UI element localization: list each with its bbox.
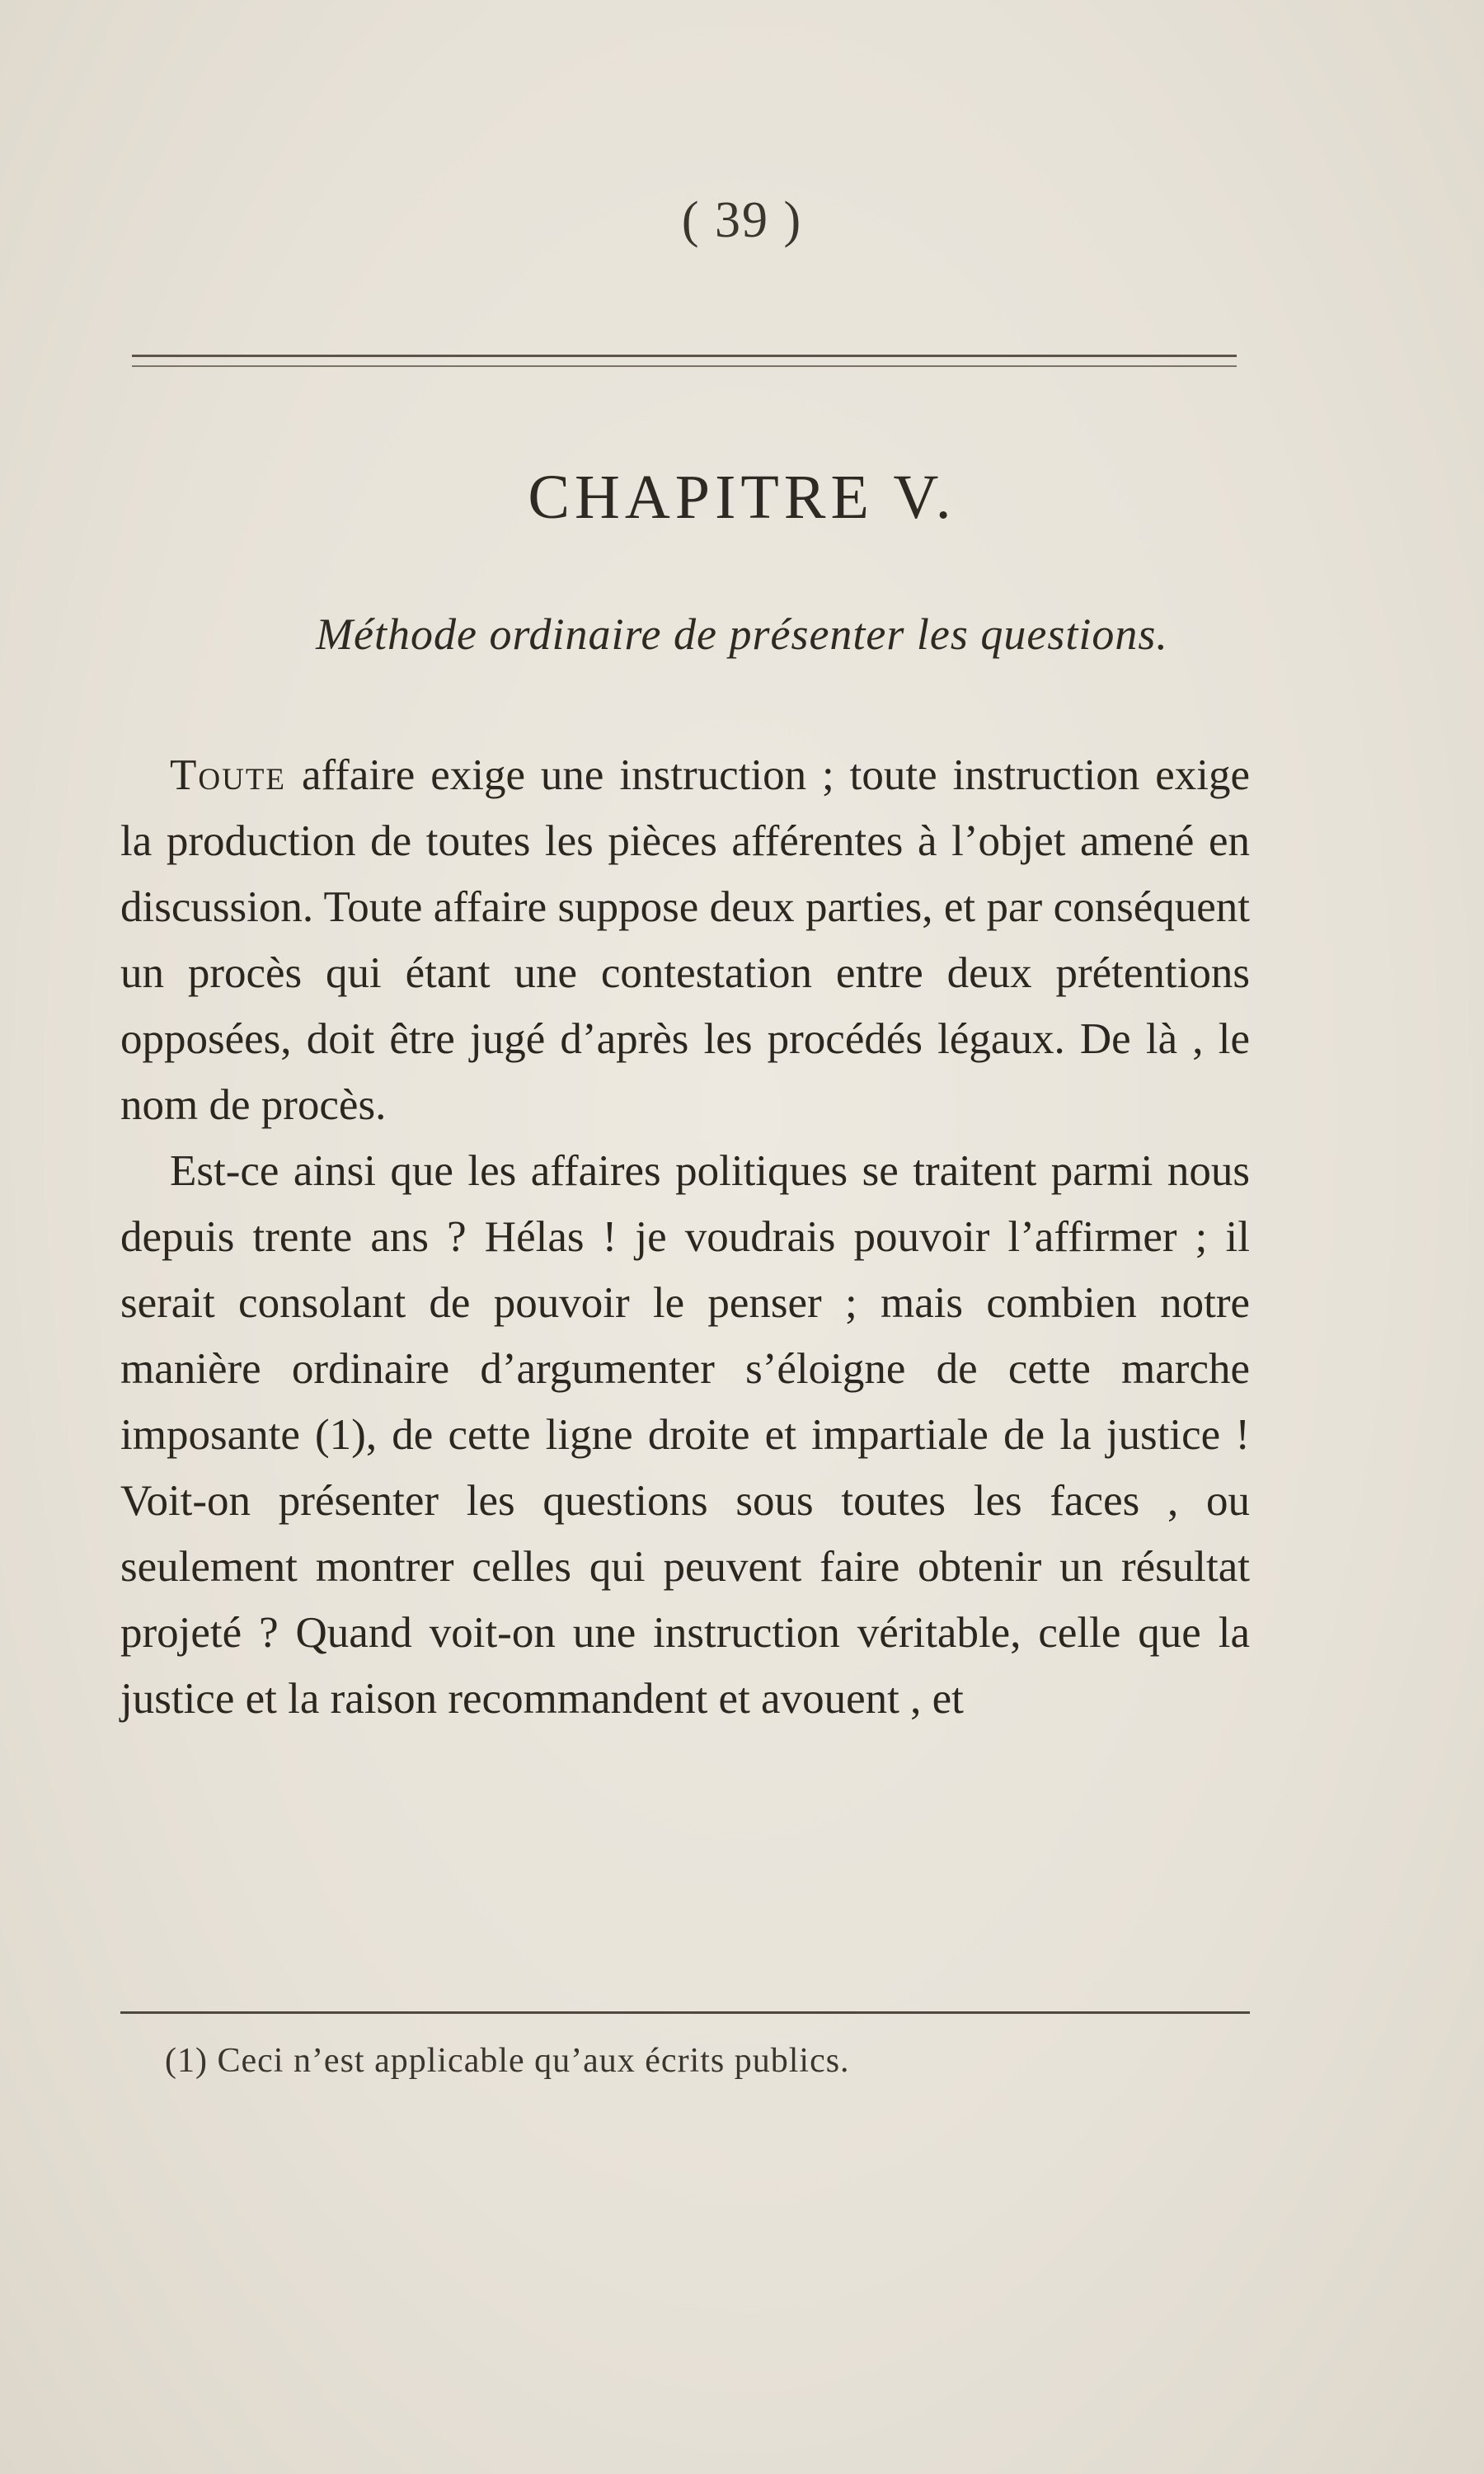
chapter-title: CHAPITRE V. xyxy=(528,463,956,532)
paragraph-text: Est-ce ainsi que les affaires politiques se traitent parmi nous depuis trente ans ? Hélas ! je voudrais pouvoir l’affirmer ; il serait consolant de pouvoir le penser ; mais combien notre manière ordinaire d’argumenter s’éloigne de cette marche imposante (1), de cette ligne droite et impartiale de la justice ! Voit-on présenter les questions sous toutes les faces , ou seulement montrer celles qui peuvent faire obtenir un résultat projeté ? Quand voit-on une instruction véritable, celle que la justice et la raison recommandent et avouent , et xyxy=(120,1147,1250,1723)
paragraph-text: affaire exige une instruction ; toute instruction exige la production de toutes les pièces afférentes à l’objet amené en discussion. Toute affaire suppose deux parties, et par conséquent un procès qui étant une contestation entre deux prétentions opposées, doit être jugé d’après les procédés légaux. De là , le nom de procès. xyxy=(120,751,1250,1129)
footnote-rule xyxy=(120,2011,1250,2014)
chapter-subtitle: Méthode ordinaire de présenter les questions. xyxy=(316,609,1168,659)
paragraph-2 xyxy=(120,1138,1250,1732)
page-number: ( 39 ) xyxy=(681,192,803,248)
header-double-rule xyxy=(132,355,1237,367)
paragraph-1 xyxy=(120,742,1250,1138)
paragraph-lead-word: Toute xyxy=(170,751,287,799)
body-text xyxy=(120,742,1250,1732)
footnote: (1) Ceci n’est applicable qu’aux écrits publics. xyxy=(165,2042,850,2080)
